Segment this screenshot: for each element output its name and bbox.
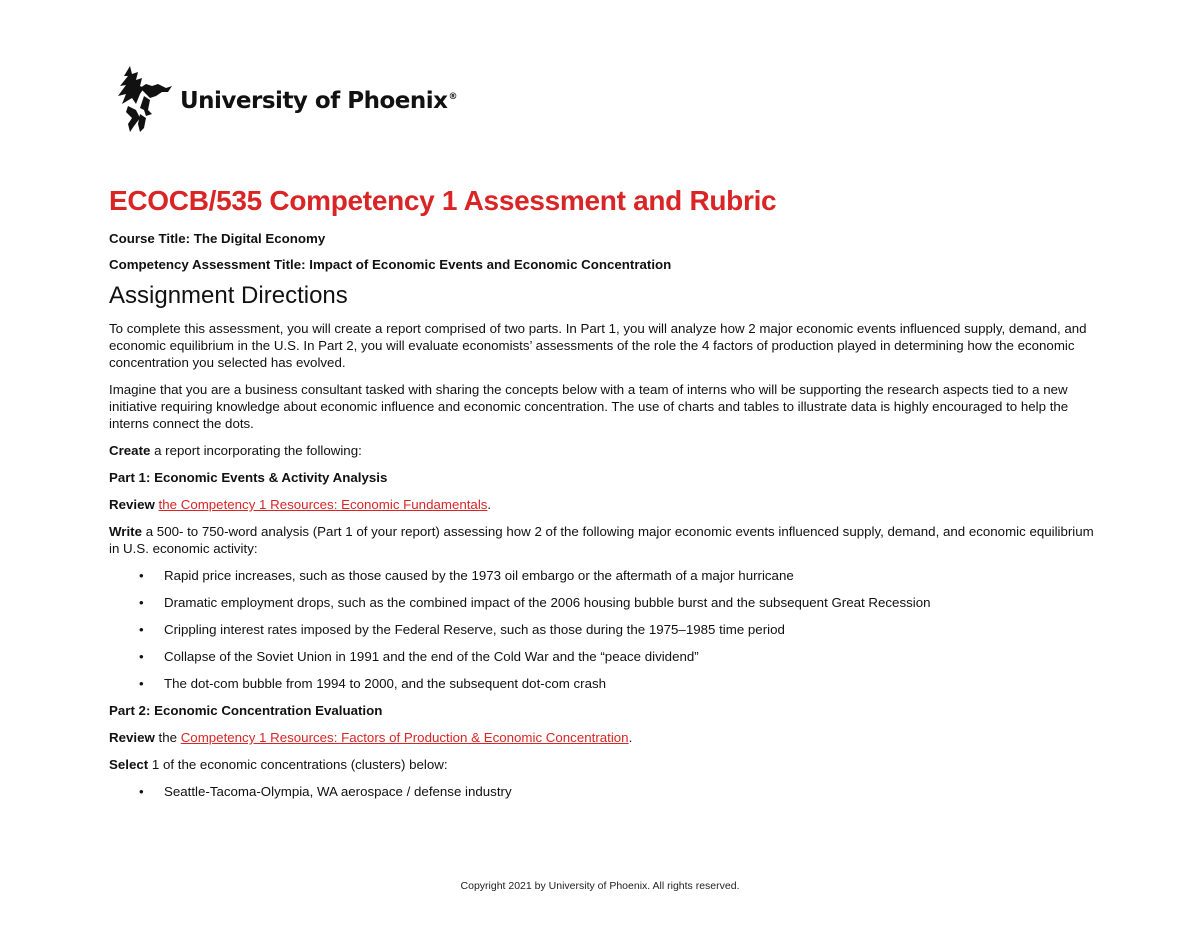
part2-heading: Part 2: Economic Concentration Evaluation [109,703,383,718]
list-item: • The dot-com bubble from 1994 to 2000, and the subsequent dot-com crash [139,676,607,691]
document-title: ECOCB/535 Competency 1 Assessment and Rubric [109,185,777,216]
list-item: • Dramatic employment drops, such as the combined impact of the 2006 housing bubble burst and the subsequent Great Recession [139,595,931,610]
create-instruction: Create a report incorporating the following: [109,443,362,458]
economic-fundamentals-link[interactable]: the Competency 1 Resources: Economic Fundamentals [158,497,488,512]
part2-review: Review the Competency 1 Resources: Factors of Production & Economic Concentration. [109,730,633,745]
document-body [109,185,1094,810]
assessment-title: Competency Assessment Title: Impact of Economic Events and Economic Concentration [109,257,672,272]
university-logo [110,64,457,134]
phoenix-bird-icon [110,64,174,134]
part1-write: Write a 500- to 750-word analysis (Part 1 of your report) assessing how 2 of the following major economic events influenced supply, demand, and economic equilibrium in U.S. economic activity: [109,524,1094,556]
list-item: • Collapse of the Soviet Union in 1991 and the end of the Cold War and the “peace dividend” [139,649,699,664]
intro-paragraph: To complete this assessment, you will create a report comprised of two parts. In Part 1, you will analyze how 2 major economic events influenced supply, demand, and economic equilibrium in the U.S. In Part 2, you will evaluate economists’ assessments of the role the 4 factors of production played in determining how the economic concentration you selected has evolved. [109,321,1087,370]
course-title: Course Title: The Digital Economy [109,231,326,246]
part1-event-list [109,567,1094,692]
part2-cluster-list [109,783,1094,800]
factors-of-production-link[interactable]: Competency 1 Resources: Factors of Production & Economic Concentration [180,730,629,745]
list-item: • Crippling interest rates imposed by the Federal Reserve, such as those during the 1975–1985 time period [139,622,785,637]
copyright-footer: Copyright 2021 by University of Phoenix. All rights reserved. [460,880,740,892]
list-item: • Rapid price increases, such as those caused by the 1973 oil embargo or the aftermath of a major hurricane [139,568,794,583]
logo-text: University of Phoenix® [180,88,457,114]
list-item: • Seattle-Tacoma-Olympia, WA aerospace / defense industry [139,784,512,799]
part1-review: Review the Competency 1 Resources: Economic Fundamentals. [109,497,492,512]
part1-heading: Part 1: Economic Events & Activity Analysis [109,470,388,485]
part2-select: Select 1 of the economic concentrations (clusters) below: [109,757,448,772]
imagine-paragraph: Imagine that you are a business consultant tasked with sharing the concepts below with a team of interns who will be supporting the research aspects tied to a new initiative requiring knowledge about economic influence and economic concentration. The use of charts and tables to illustrate data is highly encouraged to help the interns connect the dots. [109,382,1069,431]
directions-heading: Assignment Directions [109,282,348,309]
